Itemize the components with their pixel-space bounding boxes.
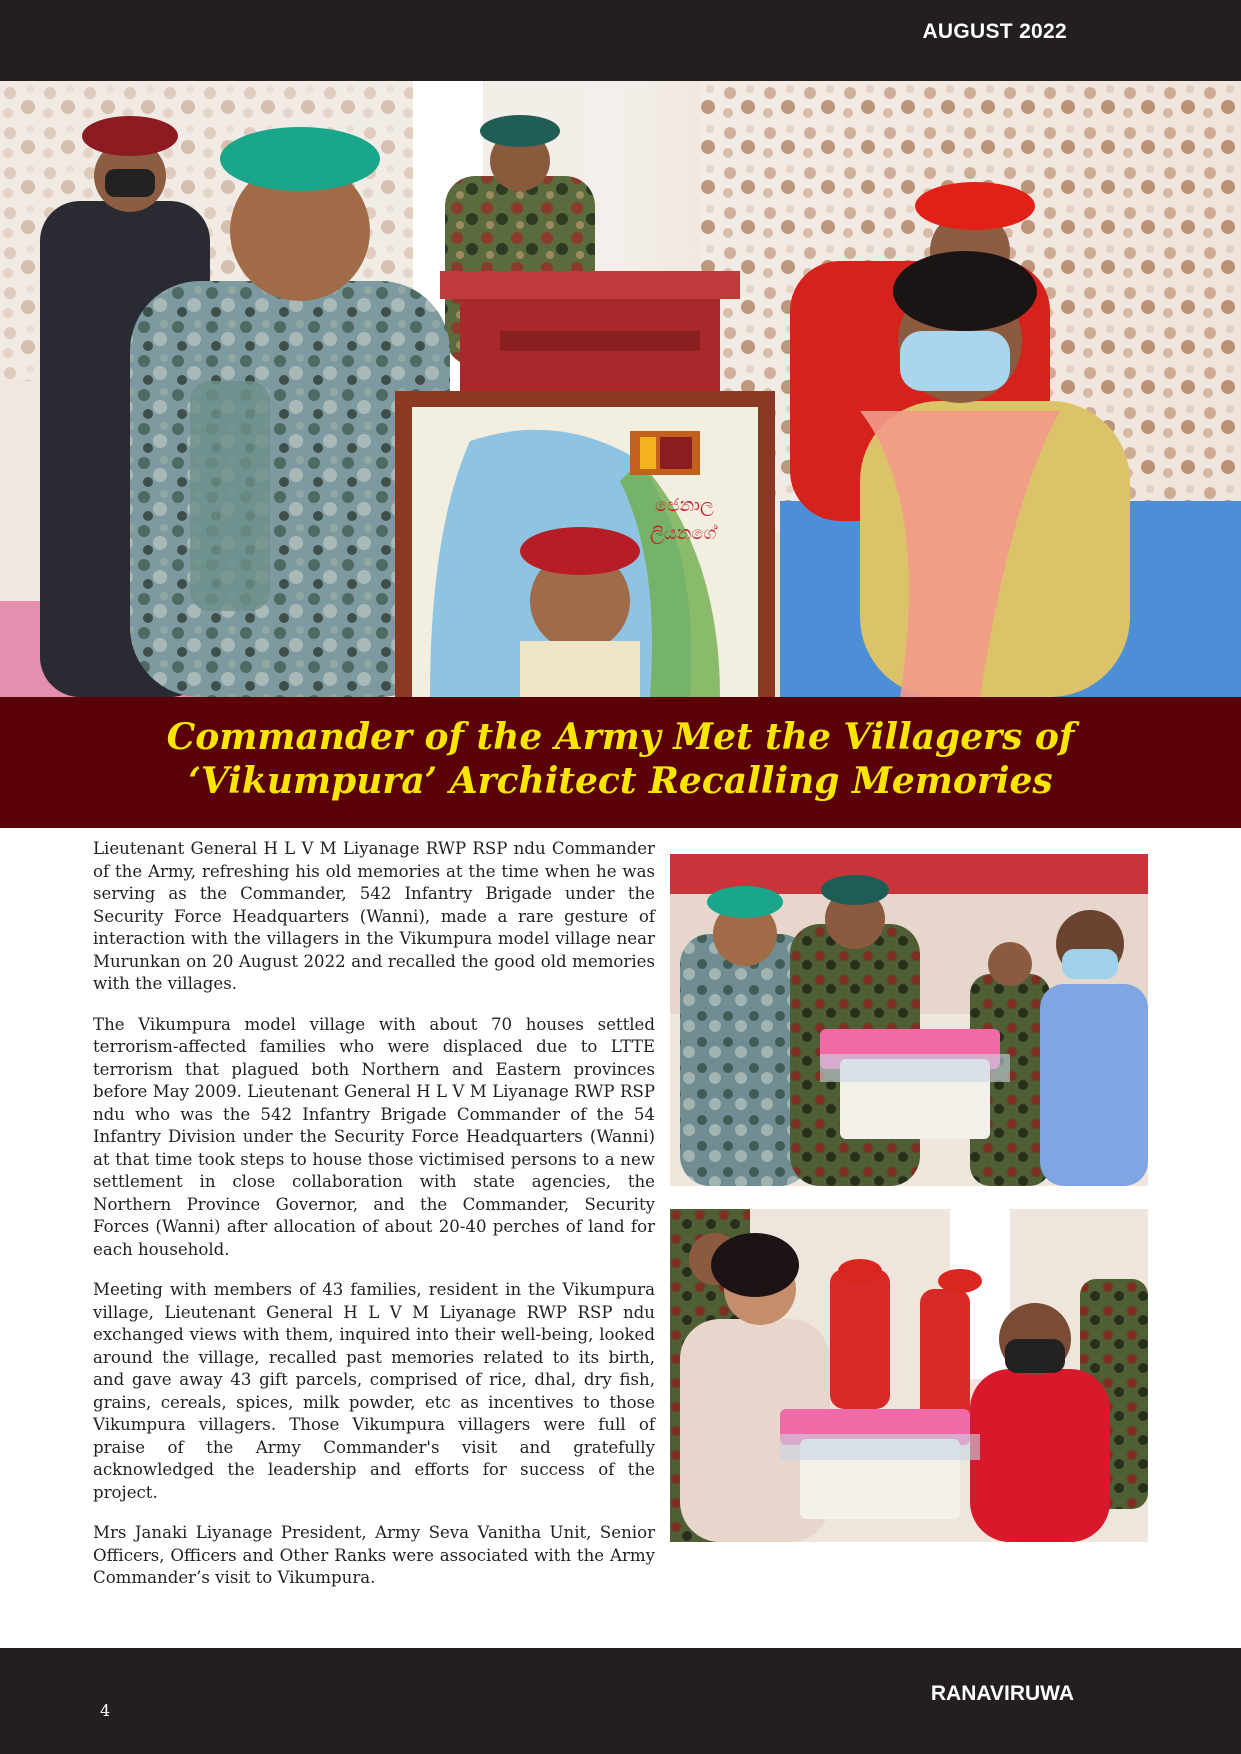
- publication-name: RANAVIRUWA: [930, 1682, 1074, 1705]
- paragraph: Lieutenant General H L V M Liyanage RWP RSP ndu Commander of the Army, refreshing his old memories at the time when he was serving as the Commander, 542 Infantry Brigade under the Security Force Headquarters (Wanni), made a rare gesture of interaction with the villagers in the Vikumpura model village near Murunkan on 20 August 2022 and recalled the good old memories with the villages.: [93, 839, 655, 993]
- paragraph: Mrs Janaki Liyanage President, Army Seva Vanitha Unit, Senior Officers, Officers and Other Ranks were associated with the Army Commander’s visit to Vikumpura.: [93, 1523, 655, 1587]
- article-title: [0, 697, 1241, 803]
- photo-2-illustration: [670, 1209, 1148, 1542]
- paragraph: The Vikumpura model village with about 70 houses settled terrorism-affected families who were displaced due to LTTE terrorism that plagued both Northern and Eastern provinces before May 2009. Lieutenant General H L V M Liyanage RWP RSP ndu who was the 542 Infantry Brigade Commander of the 54 Infantry Division under the Security Force Headquarters (Wanni) at that time took steps to house those victimised persons to a new settlement in close collaboration with state agencies, the Northern Province Governor, and the Commander, Security Forces (Wanni) after allocation of about 20-40 perches of land for each household.: [93, 1014, 655, 1259]
- photo-1-illustration: [670, 854, 1148, 1186]
- page-number: 4: [100, 1701, 111, 1720]
- gift-handover-photo-1: [670, 854, 1148, 1186]
- gift-handover-photo-2: [670, 1209, 1148, 1542]
- article-title-line-2: ‘Vikumpura’ Architect Recalling Memories: [188, 760, 1053, 802]
- article-body: [93, 838, 655, 1608]
- hero-sign-text-1: ජෙනාල: [655, 495, 714, 516]
- article-title-band: [0, 697, 1241, 828]
- issue-date: AUGUST 2022: [922, 20, 1067, 43]
- top-bar: [0, 0, 1241, 81]
- paragraph: Meeting with members of 43 families, resident in the Vikumpura village, Lieutenant General H L V M Liyanage RWP RSP ndu exchanged views with them, inquired into their well-being, looked around the village, recalled past memories related to its birth, and gave away 43 gift parcels, comprised of rice, dhal, dry fish, grains, cereals, spices, milk powder, etc as incentives to those Vikumpura villagers. Those Vikumpura villagers were full of praise of the Army Commander's visit and gratefully acknowledged the leadership and efforts for success of the project.: [93, 1280, 655, 1502]
- article-title-line-1: Commander of the Army Met the Villagers of: [166, 716, 1075, 758]
- hero-photo: [0, 81, 1241, 697]
- footer-bar: [0, 1648, 1241, 1754]
- hero-sign-text-2: ලියනගේ: [650, 523, 717, 544]
- hero-photo-illustration: [0, 81, 1241, 697]
